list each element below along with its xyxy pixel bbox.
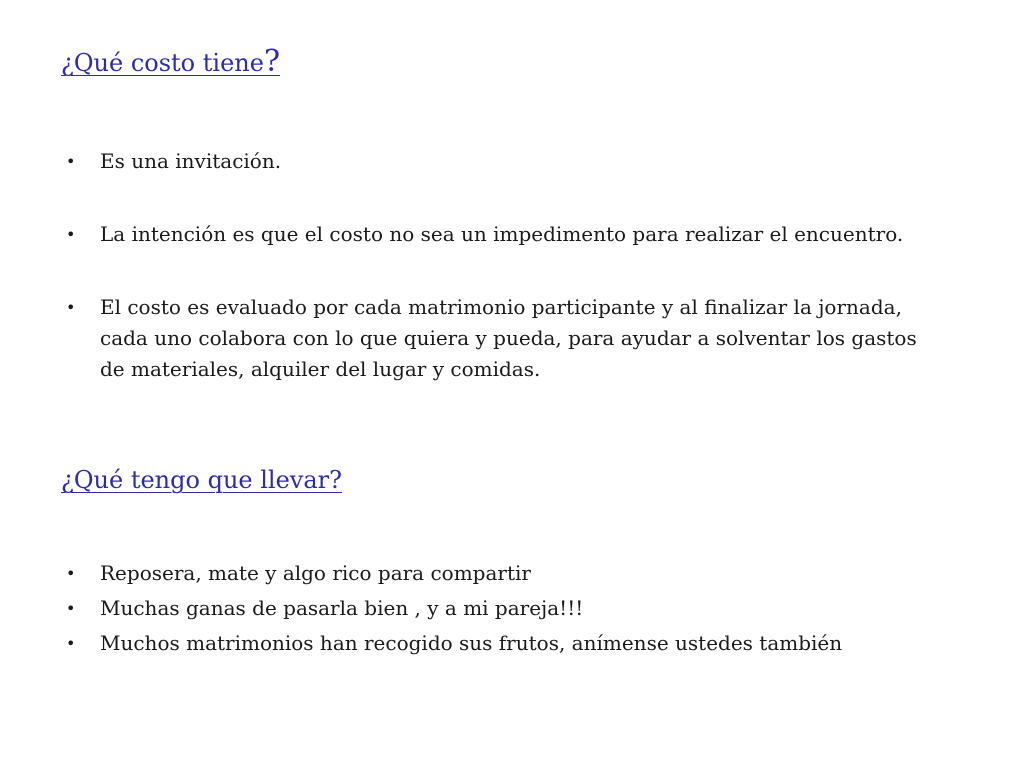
list-item — [0, 219, 940, 250]
bullet-icon: • — [66, 152, 76, 171]
list-item — [0, 593, 940, 624]
list-item — [0, 628, 940, 659]
section-heading-llevar — [61, 466, 342, 494]
heading-costo-text: ¿Qué costo tiene — [61, 49, 264, 77]
list-item — [0, 146, 940, 177]
heading-llevar-text: ¿Qué tengo que llevar? — [61, 466, 342, 494]
bullet-text: Es una invitación. — [100, 149, 282, 173]
costo-bullet-list — [0, 146, 940, 427]
bullet-text: Reposera, mate y algo rico para compartir — [100, 561, 531, 585]
bullet-text: El costo es evaluado por cada matrimonio participante y al finalizar la jornada, cada uno colabora con lo que quiera y pueda, para ayudar a solventar los gastos de materiales, alquiler del lugar y comidas. — [100, 295, 917, 381]
list-item — [0, 558, 940, 589]
bullet-text: Muchos matrimonios han recogido sus frutos, anímense ustedes también — [100, 631, 843, 655]
llevar-bullet-list — [0, 558, 940, 663]
bullet-icon: • — [66, 564, 76, 583]
section-heading-costo — [61, 44, 280, 79]
list-item — [0, 292, 940, 385]
bullet-icon: • — [66, 225, 76, 244]
bullet-icon: • — [66, 599, 76, 618]
bullet-text: Muchas ganas de pasarla bien , y a mi pareja!!! — [100, 596, 584, 620]
bullet-icon: • — [66, 634, 76, 653]
heading-costo-question-mark: ? — [263, 44, 281, 79]
bullet-icon: • — [66, 298, 76, 317]
bullet-text: La intención es que el costo no sea un impedimento para realizar el encuentro. — [100, 222, 904, 246]
